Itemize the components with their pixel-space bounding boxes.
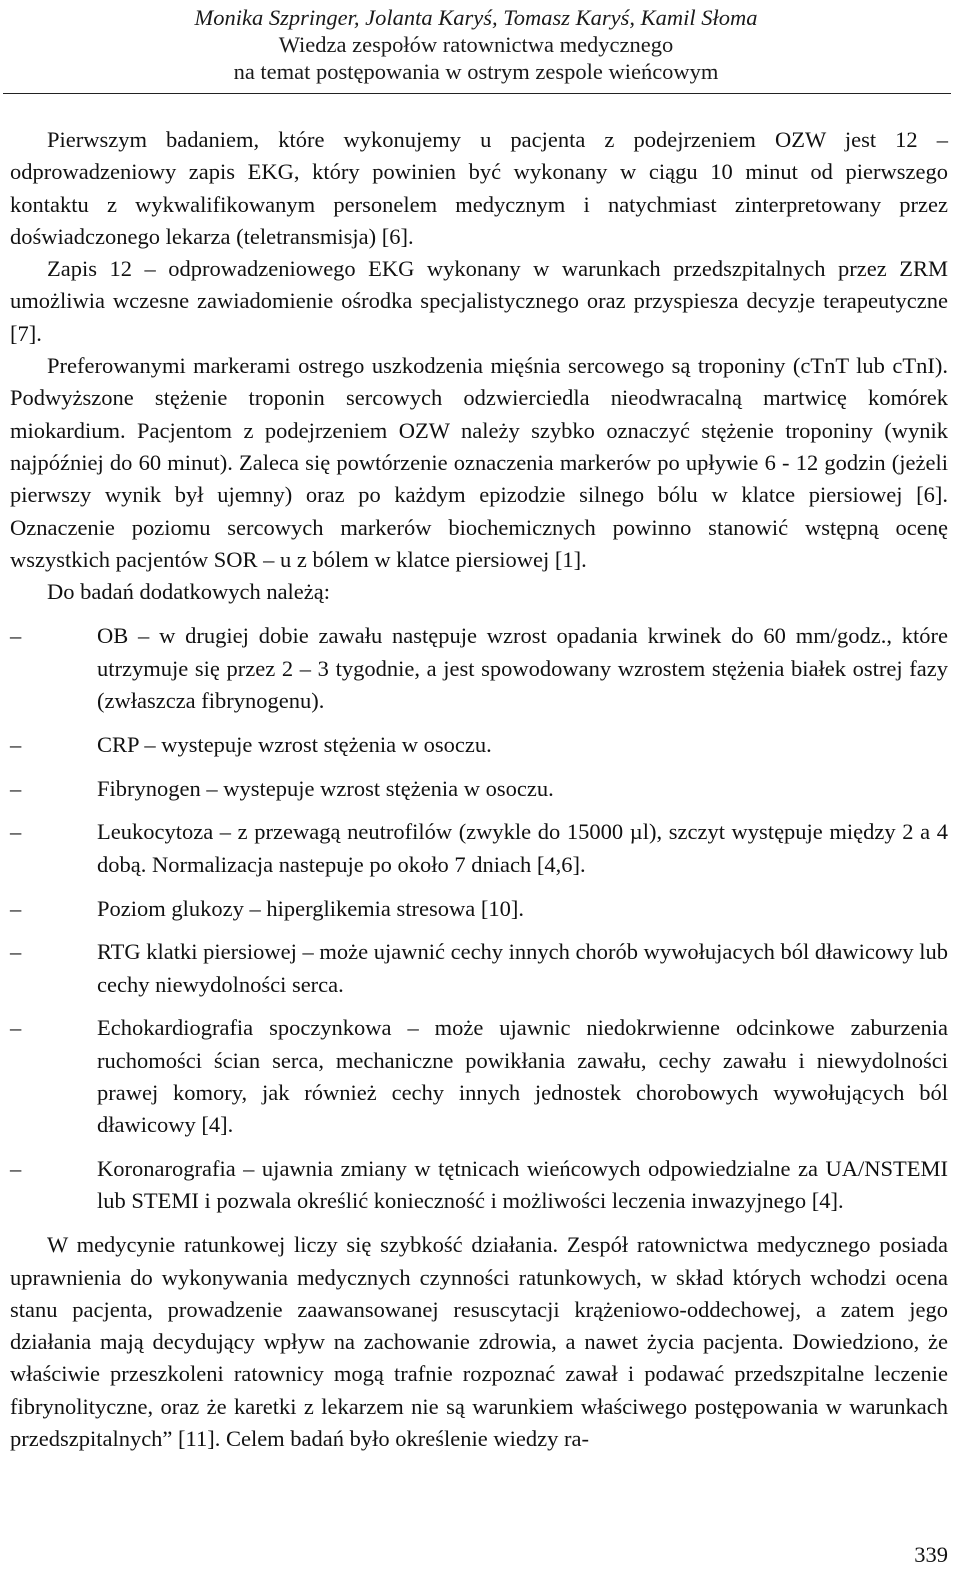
paragraph-emergency-medicine: W medycynie ratunkowej liczy się szybkość działania. Zespół ratownictwa medycznego posiada uprawnienia do wykonywania medycznych czynności ratunkowych, w skład których wchodzi ocena stanu pacjenta, prowadzenie zaawansowanej resuscytacji krążeniowo-oddechowej, a zatem jego działania mają decydujący wpływ na zachowanie zdrowia, a nawet życia pacjenta. Dowiedziono, że właściwie przeszkoleni ratownicy mogą trafnie rozpoznać zawał i podawać przedszpitalne leczenie fibrynolityczne, oraz że karetki z lekarzem nie są warunkiem właściwego postępowania w warunkach przedszpitalnych” [11]. Celem badań było określenie wiedzy ra- bbox=[10, 1232, 948, 1451]
list-item-chest-xray bbox=[10, 936, 948, 1001]
list-dash: – bbox=[10, 1015, 22, 1041]
list-item-crp bbox=[10, 729, 948, 761]
list-item-text: Koronarografia – ujawnia zmiany w tętnicach wieńcowych odpowiedzialne za UA/NSTEMI lub STEMI i pozwala określić konieczność i możliwości leczenia inwazyjnego [4]. bbox=[97, 1156, 948, 1214]
list-item-coronarography bbox=[10, 1153, 948, 1218]
list-item-text: CRP – wystepuje wzrost stężenia w osoczu. bbox=[97, 731, 492, 757]
list-item-text: Poziom glukozy – hiperglikemia stresowa [10]. bbox=[97, 895, 525, 921]
body-text bbox=[10, 124, 948, 1455]
paragraph-ekg-prehospital: Zapis 12 – odprowadzeniowego EKG wykonany w warunkach przedszpitalnych przez ZRM umożliwia wczesne zawiadomienie ośrodka specjalistycznego oraz przyspiesza decyzje terapeutyczne [7]. bbox=[10, 256, 948, 346]
list-dash: – bbox=[10, 623, 22, 649]
paragraph-additional-tests-intro: Do badań dodatkowych należą: bbox=[47, 579, 331, 605]
header-divider bbox=[3, 93, 951, 94]
list-item-text: Fibrynogen – wystepuje wzrost stężenia w osoczu. bbox=[97, 775, 554, 801]
page-number: 339 bbox=[914, 1542, 948, 1567]
list-item-text: RTG klatki piersiowej – może ujawnić cechy innych chorób wywołujacych ból dławicowy lub cechy niewydolności serca. bbox=[97, 939, 948, 997]
list-item-ob bbox=[10, 620, 948, 717]
list-item-leukocytosis bbox=[10, 816, 948, 881]
list-item-fibrinogen bbox=[10, 773, 948, 805]
list-dash: – bbox=[10, 819, 22, 845]
header-title-line-2: na temat postępowania w ostrym zespole wieńcowym bbox=[233, 59, 719, 84]
header-authors: Monika Szpringer, Jolanta Karyś, Tomasz Karyś, Kamil Słoma bbox=[194, 5, 758, 30]
running-header bbox=[0, 4, 952, 85]
paragraph-ekg-first-exam: Pierwszym badaniem, które wykonujemy u pacjenta z podejrzeniem OZW jest 12 – odprowadzeniowy zapis EKG, który powinien być wykonany w ciągu 10 minut od pierwszego kontaktu z wykwalifikowanym personelem medycznym i natychmiast zinterpretowany przez doświadczonego lekarza (teletransmisja) [6]. bbox=[10, 127, 948, 249]
list-dash: – bbox=[10, 939, 22, 965]
list-dash: – bbox=[10, 895, 22, 921]
list-item-glucose bbox=[10, 893, 948, 925]
additional-tests-list bbox=[10, 620, 948, 1217]
list-dash: – bbox=[10, 1156, 22, 1182]
paragraph-troponins: Preferowanymi markerami ostrego uszkodzenia mięśnia sercowego są troponiny (cTnT lub cTnI). Podwyższone stężenie troponin sercowych odzwierciedla nieodwracalną martwicę komórek miokardium. Pacjentom z podejrzeniem OZW należy szybko oznaczyć stężenie troponiny (wynik najpóźniej do 60 minut). Zaleca się powtórzenie oznaczenia markerów po upływie 6 - 12 godzin (jeżeli pierwszy wynik był ujemny) oraz po każdym epizodzie silnego bólu w klatce piersiowej [6]. Oznaczenie poziomu sercowych markerów biochemicznych powinno stanowić wstępną ocenę wszystkich pacjentów SOR – u z bólem w klatce piersiowej [1]. bbox=[10, 353, 948, 572]
list-item-text: OB – w drugiej dobie zawału następuje wzrost opadania krwinek do 60 mm/godz., które utrzymuje się przez 2 – 3 tygodnie, a jest spowodowany wzrostem stężenia białek ostrej fazy (zwłaszcza fibrynogenu). bbox=[97, 623, 948, 714]
list-item-echocardiography bbox=[10, 1012, 948, 1141]
header-title-line-1: Wiedza zespołów ratownictwa medycznego bbox=[278, 32, 674, 57]
list-dash: – bbox=[10, 731, 22, 757]
list-item-text: Leukocytoza – z przewagą neutrofilów (zwykle do 15000 µl), szczyt występuje między 2 a 4 dobą. Normalizacja nastepuje po około 7 dniach [4,6]. bbox=[97, 819, 948, 877]
list-item-text: Echokardiografia spoczynkowa – może ujawnic niedokrwienne odcinkowe zaburzenia ruchomości ścian serca, mechaniczne powikłania zawału, cechy zawału i niewydolności prawej komory, jak również cechy innych jednostek chorobowych wywołujących ból dławicowy [4]. bbox=[97, 1015, 948, 1138]
list-dash: – bbox=[10, 775, 22, 801]
